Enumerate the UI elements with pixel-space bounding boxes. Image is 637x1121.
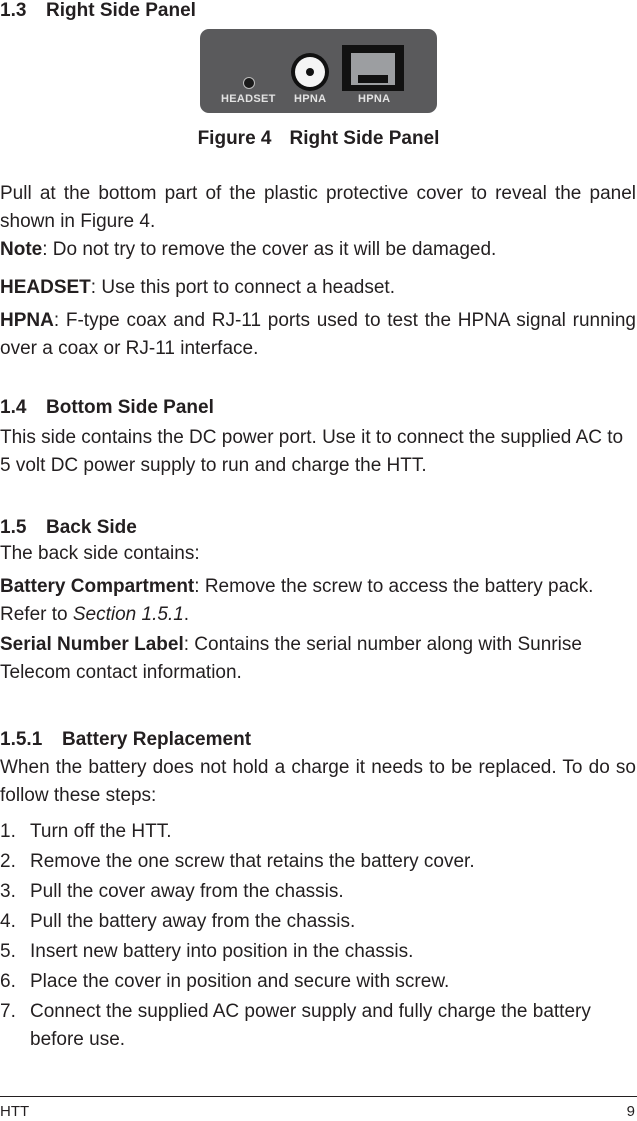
list-item: 7. Connect the supplied AC power supply and fully charge the battery before use. <box>0 1001 591 1050</box>
list-item: 4. Pull the battery away from the chassis. <box>0 911 356 932</box>
footer-divider <box>0 1096 637 1097</box>
back-side-intro: The back side contains: <box>0 543 200 564</box>
list-item: 5. Insert new battery into position in the chassis. <box>0 941 414 962</box>
section-number: 1.4 <box>0 397 27 418</box>
hpna-text: : F-type coax and RJ-11 ports used to test the HPNA signal running over a coax or RJ-11 interface. <box>0 310 636 359</box>
headset-term: HEADSET <box>0 277 91 298</box>
battery-replacement-steps <box>0 818 636 1054</box>
serial-number-text: : Contains the serial number along with Sunrise Telecom contact information. <box>0 634 582 683</box>
hpna-rj11-port-label: HPNA <box>358 93 391 105</box>
battery-compartment-text: : Remove the screw to access the battery pack. Refer to <box>0 576 594 625</box>
section-number: 1.5.1 <box>0 729 43 750</box>
section-title: Right Side Panel <box>46 0 196 21</box>
note-paragraph <box>0 236 636 264</box>
figure-title: Right Side Panel <box>289 128 440 149</box>
footer-product-name: HTT <box>0 1103 30 1120</box>
section-number: 1.5 <box>0 517 27 538</box>
section-heading-1-3 <box>0 0 196 22</box>
hpna-paragraph <box>0 307 636 363</box>
coax-port-icon <box>291 53 329 91</box>
hpna-term: HPNA <box>0 310 54 331</box>
hpna-coax-port-label: HPNA <box>294 93 327 105</box>
section-heading-1-4 <box>0 397 214 419</box>
serial-number-paragraph <box>0 631 636 687</box>
section-title: Battery Replacement <box>62 729 252 750</box>
list-item: 1. Turn off the HTT. <box>0 821 172 842</box>
list-item: 6. Place the cover in position and secure with screw. <box>0 971 450 992</box>
battery-replacement-intro: When the battery does not hold a charge it needs to be replaced. To do so follow these steps: <box>0 757 636 806</box>
section-heading-1-5 <box>0 517 137 539</box>
footer-page-number: 9 <box>626 1103 635 1120</box>
headset-text: : Use this port to connect a headset. <box>90 277 395 298</box>
list-item: 3. Pull the cover away from the chassis. <box>0 881 344 902</box>
right-panel-intro: Pull at the bottom part of the plastic protective cover to reveal the panel shown in Figure 4. <box>0 183 636 232</box>
bottom-panel-paragraph: This side contains the DC power port. Use it to connect the supplied AC to 5 volt DC power supply to run and charge the HTT. <box>0 427 624 476</box>
battery-compartment-paragraph: Battery Compartment: Remove the screw to access the battery pack. Refer to Section 1.5.1. <box>0 576 594 625</box>
section-number: 1.3 <box>0 0 27 21</box>
headset-paragraph <box>0 274 636 302</box>
note-text: : Do not try to remove the cover as it will be damaged. <box>42 239 497 260</box>
figure-caption <box>0 127 637 151</box>
section-title: Back Side <box>46 517 137 538</box>
serial-number-term: Serial Number Label <box>0 634 184 655</box>
figure-number: Figure 4 <box>197 128 272 149</box>
list-item: 2. Remove the one screw that retains the battery cover. <box>0 851 475 872</box>
section-title: Bottom Side Panel <box>46 397 214 418</box>
headset-port-label: HEADSET <box>221 93 276 105</box>
section-reference-link: Section 1.5.1 <box>72 604 184 625</box>
rj11-port-icon <box>342 45 404 91</box>
right-side-panel-figure <box>200 29 437 113</box>
headset-jack-icon <box>243 77 255 89</box>
battery-compartment-term: Battery Compartment <box>0 576 195 597</box>
note-term: Note <box>0 239 43 260</box>
section-heading-1-5-1 <box>0 729 251 751</box>
